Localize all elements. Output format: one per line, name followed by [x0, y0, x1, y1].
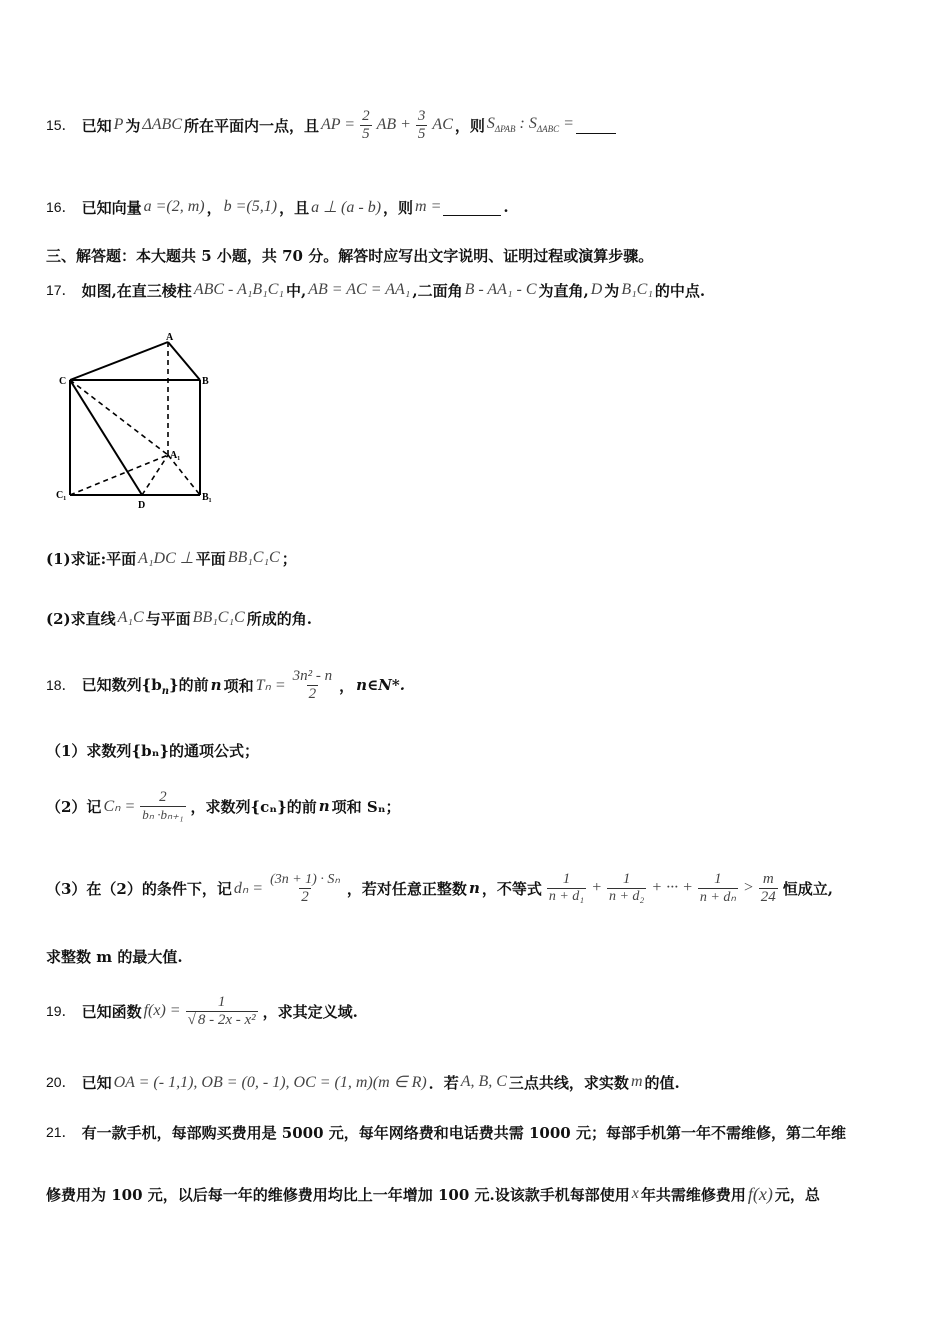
math: dₙ =	[233, 880, 264, 897]
text: 修费用为 100 元，以后每一年的维修费用均比上一年增加 100 元.设该款手机每部使用	[46, 1185, 630, 1204]
fraction: $\frac{m}{24}$	[760, 870, 776, 905]
question-21	[46, 1120, 910, 1144]
math: +	[591, 879, 602, 896]
text: 的中点.	[654, 281, 706, 300]
text: （2）记	[46, 797, 102, 816]
answer-blank[interactable]	[443, 199, 501, 216]
math: B₁C₁	[621, 281, 653, 298]
question-18	[46, 658, 910, 712]
label-c: C	[59, 376, 67, 387]
question-19	[46, 982, 910, 1040]
text: 为	[604, 281, 620, 300]
label-d: D	[138, 500, 146, 511]
math: ΔABC	[142, 116, 182, 133]
text: （3）在（2）的条件下，记	[46, 879, 232, 898]
math: m	[630, 1073, 643, 1090]
question-number: 20．	[46, 1074, 76, 1090]
text: 如图,在直三棱柱	[81, 281, 192, 300]
text: （1）求数列{bₙ}的通项公式；	[46, 741, 260, 760]
fraction: $\frac{1}{\text{n + dₙ}}$	[699, 870, 736, 905]
math: Cₙ =	[103, 798, 136, 815]
edge-ab	[168, 342, 200, 380]
question-21-cont	[46, 1176, 910, 1212]
answer-blank[interactable]	[576, 117, 616, 134]
text: n	[318, 797, 330, 815]
section-heading	[46, 244, 910, 266]
text: 为	[125, 116, 141, 135]
label-c1: C₁	[56, 490, 67, 501]
text: 所成的角.	[246, 609, 312, 628]
question-17-part-1	[46, 540, 910, 576]
label-b1: B₁	[202, 492, 212, 503]
text: 已知	[81, 1073, 112, 1092]
math: $S_{\Delta PAB}$ : $S_{\Delta ABC}$ =	[486, 115, 574, 135]
math: BB₁C₁C	[227, 549, 280, 566]
label-a1: A₁	[170, 450, 181, 461]
text: ，且	[279, 198, 310, 217]
text: 项和 Sₙ；	[331, 797, 401, 816]
math: A₁C	[117, 609, 144, 626]
question-number: 18．	[46, 677, 76, 693]
fraction: $\frac{1}{\text{√ 8 - 2x - x²}}$	[187, 993, 256, 1028]
text: ，	[339, 676, 355, 695]
text: ；	[281, 549, 297, 568]
text: n	[468, 879, 480, 897]
math: OA = (- 1,1), OB = (0, - 1), OC = (1, m)(m ∈ R)	[113, 1074, 427, 1091]
text: (1)求证:平面	[46, 549, 137, 568]
text: 有一款手机，每部购买费用是 5000 元，每年网络费和电话费共需 1000 元；每部手机第一年不需维修，第二年维	[81, 1123, 846, 1142]
text: 求整数 m 的最大值.	[46, 947, 183, 966]
text: ，求数列{cₙ}的前	[190, 797, 317, 816]
text: 已知函数	[81, 1002, 142, 1021]
math: ABC - A₁B₁C₁	[193, 281, 284, 298]
edge-ca	[70, 342, 168, 380]
text: ，若对任意正整数	[346, 879, 467, 898]
edge-c1a1	[70, 455, 168, 495]
math: a =(2, m)	[143, 198, 205, 215]
text: 所在平面内一点，且	[184, 116, 320, 135]
edge-a1b1	[168, 455, 200, 495]
math: f(x)	[747, 1183, 773, 1204]
math: a ⊥ (a - b)	[311, 199, 382, 216]
fraction: $\frac{\text{(3n + 1) · Sₙ}}{2}$	[270, 871, 340, 905]
text: ，则	[383, 198, 414, 217]
text: 已知向量	[81, 198, 142, 217]
text: 的值.	[644, 1073, 680, 1092]
label-a: A	[166, 332, 174, 343]
question-16	[46, 192, 910, 222]
question-18-part-3-cont	[46, 944, 910, 968]
math: A₁DC ⊥	[138, 550, 194, 567]
text: 平面	[195, 549, 226, 568]
question-number: 21．	[46, 1124, 76, 1140]
text: ．若	[428, 1073, 459, 1092]
math: AB = AC = AA₁	[308, 281, 411, 298]
fraction: $\frac{2}{\text{bₙ ·bₙ₊₁}}$	[142, 789, 184, 822]
question-17	[46, 272, 910, 308]
math: m =	[415, 198, 442, 215]
section-title: 三、解答题：本大题共 5 小题，共 70 分。解答时应写出文字说明、证明过程或演算步骤。	[46, 246, 654, 265]
math: BB₁C₁C	[192, 609, 245, 626]
text: 元，总	[774, 1185, 820, 1204]
text: 项和	[223, 676, 254, 695]
question-17-part-2	[46, 600, 910, 636]
text: ，	[206, 198, 222, 217]
math: f(x) =	[143, 1002, 181, 1019]
text: (2)求直线	[46, 609, 116, 628]
question-18-part-3	[46, 860, 916, 916]
question-number: 19．	[46, 1003, 76, 1019]
text: ，求其定义域.	[262, 1002, 358, 1021]
text: n∈N*.	[356, 676, 405, 694]
math: A, B, C	[460, 1073, 507, 1090]
fraction: $\frac{2}{5}$	[362, 107, 370, 142]
question-20	[46, 1066, 910, 1098]
math: + ··· +	[651, 879, 693, 896]
math: D	[590, 281, 603, 298]
fraction: $\frac{1}{\text{n + d₂}}$	[608, 871, 645, 904]
text: 三点共线，求实数	[508, 1073, 629, 1092]
question-18-part-1	[46, 738, 910, 762]
edge-cd	[70, 380, 142, 495]
label-b: B	[202, 376, 209, 387]
text: 与平面	[145, 609, 191, 628]
math: >	[742, 879, 754, 896]
question-number: 15．	[46, 117, 76, 133]
text: n	[210, 676, 222, 694]
text: 已知	[81, 116, 112, 135]
question-15	[46, 100, 910, 150]
question-18-part-2	[46, 780, 910, 832]
math: P	[113, 116, 124, 133]
text: 年共需维修费用	[640, 1185, 746, 1204]
math: b =(5,1)	[223, 198, 278, 215]
text: 恒成立,	[782, 879, 833, 898]
fraction: $\frac{\text{3n² - n}}{2}$	[292, 667, 333, 702]
edge-ca1	[70, 380, 168, 455]
text: ，则	[454, 116, 485, 135]
prism-figure	[50, 330, 230, 515]
text: ,二面角	[412, 281, 463, 300]
fraction: $\frac{1}{\text{n + d₁}}$	[548, 871, 585, 904]
math: x	[631, 1185, 639, 1202]
question-number: 17．	[46, 282, 76, 298]
question-number: 16．	[46, 199, 76, 215]
text: 为直角,	[538, 281, 589, 300]
text: .	[503, 198, 509, 216]
math: AC	[432, 116, 453, 133]
text: ，不等式	[481, 879, 542, 898]
math: Tₙ =	[255, 677, 286, 694]
text: 已知数列$\{b_n\}$的前	[81, 675, 209, 697]
math: AB +	[376, 116, 411, 133]
fraction: $\frac{3}{5}$	[417, 107, 426, 142]
math: B - AA₁ - C	[464, 281, 537, 298]
text: 中,	[285, 281, 307, 300]
math: AP =	[321, 116, 356, 133]
